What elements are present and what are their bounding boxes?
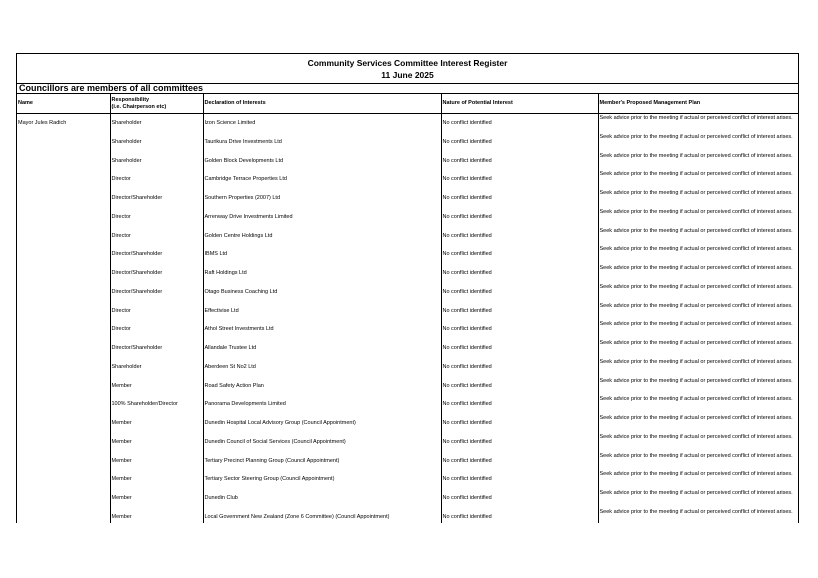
cell-plan: Seek advice prior to the meeting if actual or perceived conflict of interest arises.: [599, 171, 793, 178]
table-row: [17, 227, 799, 246]
cell-responsibility: Shareholder: [110, 114, 203, 133]
interest-register-table: [17, 94, 799, 523]
cell-name: [17, 414, 110, 433]
table-row: [17, 245, 799, 264]
header-responsibility: Responsibility (i.e. Chairperson etc): [110, 94, 203, 114]
cell-name: [17, 152, 110, 171]
cell-declaration: Panorama Developments Limited: [203, 395, 441, 414]
cell-nature: No conflict identified: [441, 208, 598, 227]
document-title: Community Services Committee Interest Register: [307, 58, 508, 68]
cell-nature: No conflict identified: [441, 358, 598, 377]
header-plan: Member's Proposed Management Plan: [598, 94, 799, 114]
cell-responsibility: Director/Shareholder: [110, 264, 203, 283]
table-row: [17, 433, 799, 452]
table-row: [17, 395, 799, 414]
cell-plan: Seek advice prior to the meeting if actual or perceived conflict of interest arises.: [599, 452, 793, 459]
cell-plan: Seek advice prior to the meeting if actual or perceived conflict of interest arises.: [599, 208, 793, 215]
cell-responsibility: Shareholder: [110, 133, 203, 152]
cell-responsibility: Director: [110, 208, 203, 227]
cell-name: [17, 302, 110, 321]
header-name: Name: [17, 94, 110, 114]
cell-nature: No conflict identified: [441, 377, 598, 396]
cell-declaration: Aberdeen St No2 Ltd: [203, 358, 441, 377]
cell-responsibility: Member: [110, 489, 203, 508]
cell-name: [17, 133, 110, 152]
cell-plan: Seek advice prior to the meeting if actual or perceived conflict of interest arises.: [599, 133, 793, 140]
cell-plan: Seek advice prior to the meeting if actual or perceived conflict of interest arises.: [599, 471, 793, 478]
cell-declaration: Otago Business Coaching Ltd: [203, 283, 441, 302]
cell-responsibility: 100% Shareholder/Director: [110, 395, 203, 414]
cell-nature: No conflict identified: [441, 170, 598, 189]
cell-plan: Seek advice prior to the meeting if actual or perceived conflict of interest arises.: [599, 302, 793, 309]
cell-responsibility: Director: [110, 170, 203, 189]
cell-responsibility: Director/Shareholder: [110, 245, 203, 264]
cell-nature: No conflict identified: [441, 489, 598, 508]
cell-responsibility: Member: [110, 377, 203, 396]
table-row: [17, 133, 799, 152]
cell-nature: No conflict identified: [441, 414, 598, 433]
cell-plan: Seek advice prior to the meeting if actual or perceived conflict of interest arises.: [599, 415, 793, 421]
cell-responsibility: Director: [110, 227, 203, 246]
table-row: [17, 170, 799, 189]
cell-plan: Seek advice prior to the meeting if actual or perceived conflict of interest arises.: [599, 152, 793, 159]
cell-plan: Seek advice prior to the meeting if actual or perceived conflict of interest arises.: [599, 265, 793, 271]
cell-declaration: Local Government New Zealand (Zone 6 Committee) (Council Appointment): [203, 508, 441, 523]
cell-name: [17, 245, 110, 264]
cell-responsibility: Director/Shareholder: [110, 283, 203, 302]
cell-declaration: Taurikura Drive Investments Ltd: [203, 133, 441, 152]
table-row: [17, 114, 799, 133]
title-block: [17, 54, 798, 84]
cell-declaration: Raft Holdings Ltd: [203, 264, 441, 283]
cell-nature: No conflict identified: [441, 452, 598, 471]
cell-declaration: Dunedin Council of Social Services (Council Appointment): [203, 433, 441, 452]
cell-declaration: Allandale Trustee Ltd: [203, 339, 441, 358]
cell-name: [17, 452, 110, 471]
cell-name: [17, 264, 110, 283]
table-row: [17, 320, 799, 339]
table-body: [17, 114, 799, 524]
cell-nature: No conflict identified: [441, 339, 598, 358]
cell-name: [17, 470, 110, 489]
cell-plan: Seek advice prior to the meeting if actual or perceived conflict of interest arises.: [599, 433, 793, 440]
cell-nature: No conflict identified: [441, 283, 598, 302]
cell-plan: Seek advice prior to the meeting if actual or perceived conflict of interest arises.: [599, 340, 793, 346]
cell-nature: No conflict identified: [441, 264, 598, 283]
cell-nature: No conflict identified: [441, 245, 598, 264]
cell-declaration: Dunedin Hospital Local Advisory Group (Council Appointment): [203, 414, 441, 433]
cell-declaration: Road Safety Action Plan: [203, 377, 441, 396]
cell-plan: Seek advice prior to the meeting if actual or perceived conflict of interest arises.: [599, 115, 793, 121]
cell-declaration: Effectivise Ltd: [203, 302, 441, 321]
cell-plan: Seek advice prior to the meeting if actual or perceived conflict of interest arises.: [599, 358, 793, 365]
cell-declaration: IBMS Ltd: [203, 245, 441, 264]
cell-name: [17, 339, 110, 358]
cell-name: Mayor Jules Radich: [17, 114, 110, 133]
committee-banner: Councillors are members of all committees: [17, 83, 798, 94]
cell-name: [17, 358, 110, 377]
cell-nature: No conflict identified: [441, 227, 598, 246]
cell-plan: Seek advice prior to the meeting if actual or perceived conflict of interest arises.: [599, 227, 793, 234]
cell-plan: Seek advice prior to the meeting if actual or perceived conflict of interest arises.: [599, 508, 793, 515]
cell-responsibility: Director/Shareholder: [110, 189, 203, 208]
table-row: [17, 489, 799, 508]
table-row: [17, 152, 799, 171]
table-row: [17, 470, 799, 489]
cell-responsibility: Member: [110, 433, 203, 452]
cell-declaration: Cambridge Terrace Properties Ltd: [203, 170, 441, 189]
cell-nature: No conflict identified: [441, 433, 598, 452]
cell-name: [17, 377, 110, 396]
cell-nature: No conflict identified: [441, 152, 598, 171]
cell-responsibility: Member: [110, 508, 203, 523]
header-declaration: Declaration of Interests: [203, 94, 441, 114]
table-row: [17, 283, 799, 302]
cell-plan: Seek advice prior to the meeting if actual or perceived conflict of interest arises.: [599, 490, 793, 496]
cell-name: [17, 227, 110, 246]
cell-name: [17, 189, 110, 208]
cell-declaration: Tertiary Sector Steering Group (Council Appointment): [203, 470, 441, 489]
cell-name: [17, 508, 110, 523]
cell-name: [17, 320, 110, 339]
table-row: [17, 414, 799, 433]
cell-plan: Seek advice prior to the meeting if actual or perceived conflict of interest arises.: [599, 190, 793, 196]
cell-nature: No conflict identified: [441, 470, 598, 489]
cell-name: [17, 208, 110, 227]
cell-declaration: Athol Street Investments Ltd: [203, 320, 441, 339]
cell-declaration: Arrenway Drive Investments Limited: [203, 208, 441, 227]
cell-nature: No conflict identified: [441, 114, 598, 133]
cell-declaration: Golden Block Developments Ltd: [203, 152, 441, 171]
cell-nature: No conflict identified: [441, 508, 598, 523]
cell-nature: No conflict identified: [441, 302, 598, 321]
cell-responsibility: Member: [110, 470, 203, 489]
cell-responsibility: Director: [110, 302, 203, 321]
cell-responsibility: Director/Shareholder: [110, 339, 203, 358]
table-row: [17, 452, 799, 471]
header-nature: Nature of Potential Interest: [441, 94, 598, 114]
cell-declaration: Southern Properties (2007) Ltd: [203, 189, 441, 208]
cell-declaration: Tertiary Precinct Planning Group (Council Appointment): [203, 452, 441, 471]
cell-responsibility: Director: [110, 320, 203, 339]
cell-responsibility: Member: [110, 414, 203, 433]
cell-name: [17, 170, 110, 189]
cell-plan: Seek advice prior to the meeting if actual or perceived conflict of interest arises.: [599, 396, 793, 403]
document-date: 11 June 2025: [381, 70, 434, 80]
table-row: [17, 264, 799, 283]
cell-declaration: Dunedin Club: [203, 489, 441, 508]
cell-name: [17, 395, 110, 414]
cell-declaration: Golden Centre Holdings Ltd: [203, 227, 441, 246]
table-row: [17, 508, 799, 523]
table-row: [17, 189, 799, 208]
cell-nature: No conflict identified: [441, 395, 598, 414]
table-row: [17, 339, 799, 358]
cell-plan: Seek advice prior to the meeting if actual or perceived conflict of interest arises.: [599, 283, 793, 290]
cell-name: [17, 433, 110, 452]
cell-nature: No conflict identified: [441, 133, 598, 152]
interest-register-page: [16, 53, 799, 523]
cell-responsibility: Member: [110, 452, 203, 471]
cell-responsibility: Shareholder: [110, 358, 203, 377]
cell-name: [17, 283, 110, 302]
table-header-row: [17, 94, 799, 114]
cell-nature: No conflict identified: [441, 320, 598, 339]
table-row: [17, 358, 799, 377]
cell-plan: Seek advice prior to the meeting if actual or perceived conflict of interest arises.: [599, 321, 793, 328]
cell-plan: Seek advice prior to the meeting if actual or perceived conflict of interest arises.: [599, 246, 793, 253]
cell-declaration: Izon Science Limited: [203, 114, 441, 133]
table-row: [17, 377, 799, 396]
cell-name: [17, 489, 110, 508]
cell-nature: No conflict identified: [441, 189, 598, 208]
cell-responsibility: Shareholder: [110, 152, 203, 171]
cell-plan: Seek advice prior to the meeting if actual or perceived conflict of interest arises.: [599, 377, 793, 384]
table-row: [17, 208, 799, 227]
table-row: [17, 302, 799, 321]
